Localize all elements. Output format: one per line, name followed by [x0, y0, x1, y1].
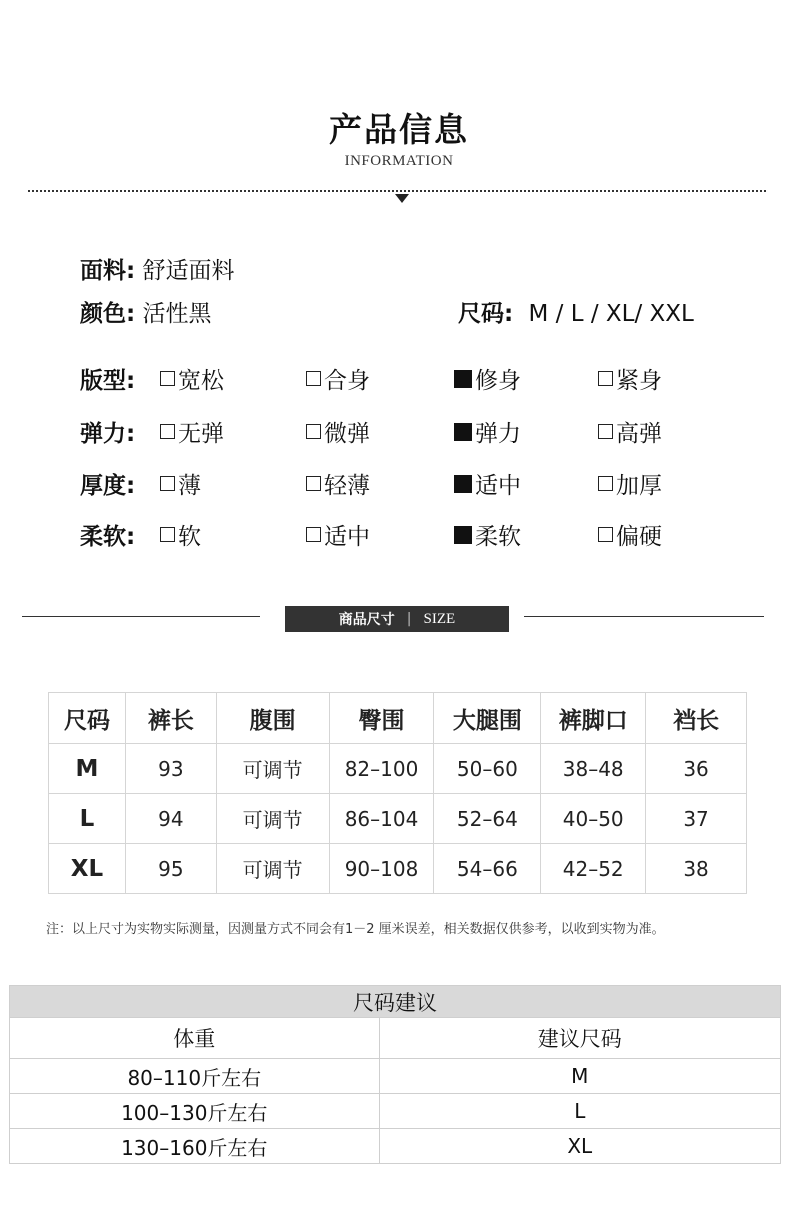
checked-box-icon: [454, 423, 472, 441]
column-header: 大腿围: [434, 693, 541, 744]
column-header: 建议尺码: [379, 1018, 780, 1059]
unchecked-box-icon: [598, 371, 613, 386]
table-cell: 90–108: [329, 844, 434, 894]
unchecked-box-icon: [306, 424, 321, 439]
checked-box-icon: [454, 370, 472, 388]
attribute-option: [306, 415, 370, 448]
table-cell: 82–100: [329, 744, 434, 794]
table-cell: 38–48: [541, 744, 646, 794]
recommendation-title: 尺码建议: [10, 986, 781, 1018]
attribute-option: [160, 362, 224, 395]
banner-title-en: SIZE: [423, 610, 456, 627]
option-label: 适中: [324, 524, 370, 550]
unchecked-box-icon: [598, 424, 613, 439]
size-section-banner: [285, 606, 509, 632]
column-header: 裤长: [125, 693, 216, 744]
unchecked-box-icon: [160, 424, 175, 439]
table-cell: 37: [646, 794, 747, 844]
option-label: 高弹: [616, 421, 662, 447]
size-label: 尺码:: [458, 301, 514, 327]
table-row: [10, 1129, 781, 1164]
table-cell: 可调节: [216, 794, 329, 844]
column-header: 腹围: [216, 693, 329, 744]
column-header: 臀围: [329, 693, 434, 744]
attribute-label: 弹力:: [80, 421, 136, 447]
option-label: 适中: [475, 473, 521, 499]
option-label: 弹力: [475, 421, 521, 447]
attribute-option: [454, 467, 521, 500]
unchecked-box-icon: [306, 371, 321, 386]
recommended-size-cell: M: [379, 1059, 780, 1094]
table-row: [49, 794, 747, 844]
weight-cell: 80–110斤左右: [10, 1059, 380, 1094]
banner-separator: |: [406, 611, 412, 627]
banner-line-right: [524, 616, 764, 617]
option-label: 柔软: [475, 524, 521, 550]
dotted-divider: [28, 190, 766, 192]
attribute-option: [598, 362, 662, 395]
table-cell: 42–52: [541, 844, 646, 894]
option-label: 无弹: [178, 421, 224, 447]
table-row: [10, 1059, 781, 1094]
attribute-option: [454, 362, 521, 395]
attribute-option: [598, 518, 662, 551]
checked-box-icon: [454, 475, 472, 493]
table-row: [49, 844, 747, 894]
recommended-size-cell: XL: [379, 1129, 780, 1164]
option-label: 修身: [475, 368, 521, 394]
column-header: 尺码: [49, 693, 126, 744]
attribute-option: [306, 518, 370, 551]
table-cell: 40–50: [541, 794, 646, 844]
option-label: 偏硬: [616, 524, 662, 550]
attribute-option: [306, 467, 370, 500]
color-value: 活性黑: [142, 301, 212, 327]
attribute-label: 柔软:: [80, 524, 136, 550]
table-cell: 可调节: [216, 844, 329, 894]
size-table-header-row: [49, 693, 747, 744]
triangle-down-icon: [395, 194, 409, 203]
page-subtitle: INFORMATION: [344, 153, 454, 169]
size-recommendation-table: [9, 985, 781, 1164]
page-title: 产品信息: [329, 110, 469, 149]
checked-box-icon: [454, 526, 472, 544]
attribute-option: [306, 362, 370, 395]
fabric-value: 舒适面料: [142, 258, 235, 284]
option-label: 微弹: [324, 421, 370, 447]
attribute-option: [598, 415, 662, 448]
weight-cell: 130–160斤左右: [10, 1129, 380, 1164]
table-cell: 36: [646, 744, 747, 794]
unchecked-box-icon: [306, 527, 321, 542]
attribute-option: [598, 467, 662, 500]
option-label: 薄: [178, 473, 201, 499]
attribute-option: [160, 415, 224, 448]
size-info: [458, 295, 694, 328]
fabric-info: [80, 252, 235, 285]
unchecked-box-icon: [306, 476, 321, 491]
column-header: 体重: [10, 1018, 380, 1059]
recommendation-header-row: [10, 1018, 781, 1059]
table-cell: 86–104: [329, 794, 434, 844]
option-label: 紧身: [616, 368, 662, 394]
unchecked-box-icon: [160, 527, 175, 542]
table-row: [49, 744, 747, 794]
measurement-note: 注：以上尺寸为实物实际测量，因测量方式不同会有1－2 厘米误差，相关数据仅供参考，以收到实物为准。: [46, 922, 665, 937]
banner-title-zh: 商品尺寸: [338, 612, 395, 628]
column-header: 裆长: [646, 693, 747, 744]
unchecked-box-icon: [160, 371, 175, 386]
attribute-option: [454, 518, 521, 551]
color-info: [80, 295, 212, 328]
table-cell: 52–64: [434, 794, 541, 844]
table-row: [10, 1094, 781, 1129]
weight-cell: 100–130斤左右: [10, 1094, 380, 1129]
table-cell: 93: [125, 744, 216, 794]
size-value: M / L / XL/ XXL: [528, 301, 694, 327]
table-cell: 95: [125, 844, 216, 894]
size-table: [48, 692, 747, 894]
size-cell: XL: [49, 844, 126, 894]
size-cell: L: [49, 794, 126, 844]
fabric-label: 面料:: [80, 258, 136, 284]
table-cell: 94: [125, 794, 216, 844]
unchecked-box-icon: [160, 476, 175, 491]
attribute-option: [454, 415, 521, 448]
attribute-option: [160, 518, 201, 551]
option-label: 轻薄: [324, 473, 370, 499]
table-cell: 可调节: [216, 744, 329, 794]
attribute-label: 版型:: [80, 368, 136, 394]
color-label: 颜色:: [80, 301, 136, 327]
banner-line-left: [22, 616, 260, 617]
table-cell: 50–60: [434, 744, 541, 794]
column-header: 裤脚口: [541, 693, 646, 744]
table-cell: 38: [646, 844, 747, 894]
size-cell: M: [49, 744, 126, 794]
unchecked-box-icon: [598, 527, 613, 542]
option-label: 宽松: [178, 368, 224, 394]
recommended-size-cell: L: [379, 1094, 780, 1129]
option-label: 合身: [324, 368, 370, 394]
option-label: 软: [178, 524, 201, 550]
option-label: 加厚: [616, 473, 662, 499]
attribute-label: 厚度:: [80, 473, 136, 499]
attribute-option: [160, 467, 201, 500]
unchecked-box-icon: [598, 476, 613, 491]
table-cell: 54–66: [434, 844, 541, 894]
